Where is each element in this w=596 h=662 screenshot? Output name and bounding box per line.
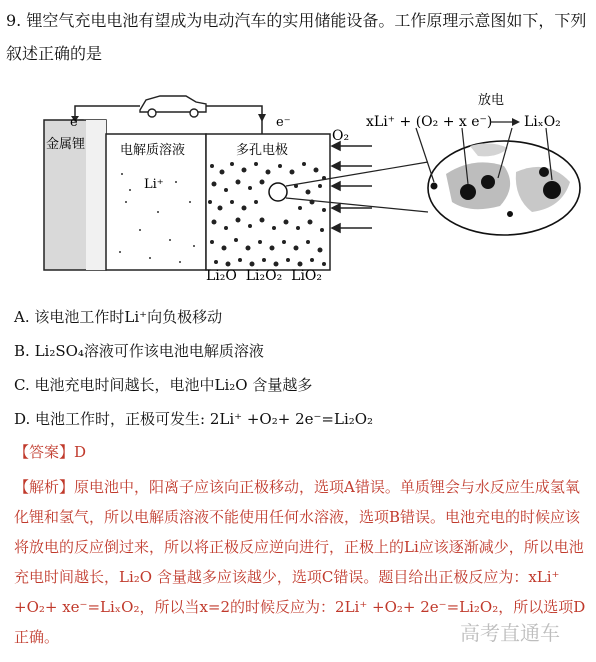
reaction-left: xLi⁺ + (O₂ + x e⁻)	[366, 114, 493, 130]
wire	[75, 106, 140, 120]
discharge-label: 放电	[478, 93, 505, 108]
oxygen-label: O₂	[332, 128, 350, 144]
electrode-label: 多孔电极	[236, 143, 289, 158]
electron-left: e⁻	[70, 115, 85, 130]
question-text: 锂空气充电电池有望成为电动汽车的实用储能设备。工作原理示意图如下，下列叙述正确的是	[6, 11, 587, 63]
electron-right: e⁻	[276, 115, 291, 130]
oxygen-arrows	[332, 142, 372, 232]
question-stem	[6, 4, 590, 70]
battery-diagram	[0, 62, 596, 284]
highlight-circle	[269, 183, 287, 201]
question-number: 9.	[6, 11, 22, 30]
option-c: C. 电池充电时间越长，电池中Li₂O 含量越多	[14, 376, 313, 394]
car-icon	[140, 96, 206, 117]
watermark: 高考直通车	[460, 621, 560, 645]
electrolyte-label: 电解质溶液	[120, 143, 186, 158]
products-label: Li₂O Li₂O₂ LiO₂	[206, 268, 323, 284]
option-b: B. Li₂SO₄溶液可作该电池电解质溶液	[14, 342, 264, 360]
option-a: A. 该电池工作时Li⁺向负极移动	[14, 308, 223, 326]
explanation: 【解析】原电池中，阳离子应该向正极移动，选项A错误。单质锂会与水反应生成氢氧化锂和氢气，所以电解质溶液不能使用任何水溶液，选项B错误。电池充电的时候应该将放电的反应倒过来，所以将正极反应逆向进行，正极上的Li应该逐渐减少，所以电池充电时间越长，Li₂O 含量越多应该越少，选项C错误。题目给出正极反应为：xLi⁺ +O₂+ xe⁻=LiₓO₂，所以当x=2的时候反应为：2Li⁺ +O₂+ 2e⁻=Li₂O₂，所以选项D正确。	[14, 478, 586, 646]
metal-label: 金属锂	[46, 137, 86, 152]
li-ion-label: Li⁺	[144, 177, 164, 192]
reaction-right: LiₓO₂	[524, 114, 561, 130]
answer: 【答案】D	[14, 443, 87, 461]
option-d: D. 电池工作时，正极可发生: 2Li⁺ +O₂+ 2e⁻=Li₂O₂	[14, 410, 374, 428]
